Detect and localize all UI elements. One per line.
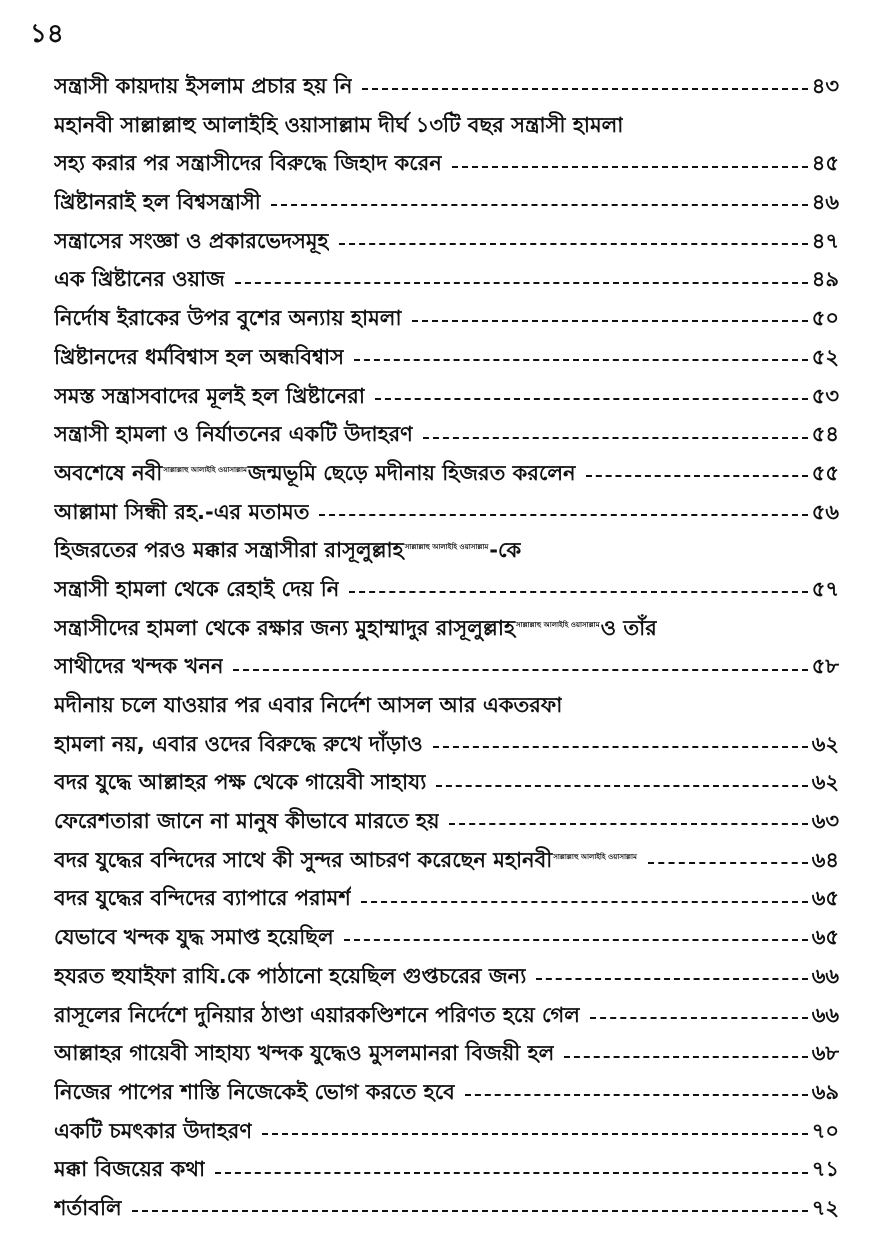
toc-entry xyxy=(54,70,839,109)
toc-entry-title xyxy=(54,921,334,956)
toc-entry-title xyxy=(54,573,339,608)
toc-entry-page: ৬৩ xyxy=(811,809,839,834)
toc-entry xyxy=(54,147,839,186)
dot-leader xyxy=(215,1172,808,1174)
toc-entry-title xyxy=(54,496,309,531)
toc-entry-text-after: -কে xyxy=(489,538,522,563)
honorific-ligature: সাল্লাল্লাহু আলাইহি ওয়াসাল্লাম xyxy=(404,543,489,552)
toc-entry-title xyxy=(54,534,521,569)
toc-entry-text: আল্লাহর গায়েবী সাহায্য খন্দক যুদ্ধেও মুসলমানরা বিজয়ী হল xyxy=(54,1041,555,1066)
toc-entry xyxy=(54,302,839,341)
toc-entry-title xyxy=(54,960,526,995)
honorific-ligature: সাল্লাল্লাহু আলাইহি ওয়াসাল্লাম xyxy=(163,465,247,474)
toc-entry-page: ৬২ xyxy=(811,731,839,756)
toc-entry-page: ৬৬ xyxy=(811,1002,839,1027)
toc-entry xyxy=(54,186,839,225)
toc-entry-title xyxy=(54,1037,554,1072)
toc-entry-text: সন্ত্রাসের সংজ্ঞা ও প্রকারভেদসমূহ xyxy=(54,228,329,253)
toc-entry-title xyxy=(54,457,576,492)
toc-entry xyxy=(54,380,839,419)
toc-entry-page: ৫৩ xyxy=(811,383,839,408)
toc-entry-page: ৪৭ xyxy=(811,228,839,253)
dot-leader xyxy=(648,862,808,864)
toc-entry xyxy=(54,1076,839,1115)
toc-entry-title xyxy=(54,418,413,453)
toc-entry-page: ৬৫ xyxy=(811,925,839,950)
toc-entry-text: মদীনায় চলে যাওয়ার পর এবার নির্দেশ আসল আর একতরফা xyxy=(54,693,563,717)
dot-leader xyxy=(433,746,808,748)
toc-entry xyxy=(54,999,839,1038)
dot-leader xyxy=(235,282,808,284)
toc-entry-text: নিজের পাপের শাস্তি নিজেকেই ভোগ করতে হবে xyxy=(54,1079,455,1104)
dot-leader xyxy=(564,1056,807,1058)
toc-entry xyxy=(54,960,839,999)
toc-entry-text: হযরত হুযাইফা রাযি.কে পাঠানো হয়েছিল গুপ্তচরের জন্য xyxy=(54,963,527,988)
toc-entry-title xyxy=(54,186,261,221)
toc-entry-text: সমস্ত সন্ত্রাসবাদের মূলই হল খ্রিষ্টানেরা xyxy=(54,383,365,408)
dot-leader xyxy=(362,88,807,90)
toc-entry xyxy=(54,650,839,689)
toc-entry-title xyxy=(54,1153,205,1188)
toc-entry-text: বদর যুদ্ধের বন্দিদের ব্যাপারে পরামর্শ xyxy=(54,886,351,911)
toc-entry-text: মহানবী সাল্লাল্লাহু আলাইহি ওয়াসাল্লাম দীর্ঘ ১৩টি বছর সন্ত্রাসী হামলা xyxy=(54,112,624,137)
toc-entry xyxy=(54,534,839,573)
toc-entry xyxy=(54,1153,839,1192)
toc-entry xyxy=(54,341,839,380)
toc-entry-page: ৫৮ xyxy=(811,654,839,679)
toc-entry-title xyxy=(54,380,365,415)
dot-leader xyxy=(536,978,807,980)
toc-entry-page: ৭১ xyxy=(811,1157,839,1182)
toc-entry-title xyxy=(54,805,439,840)
dot-leader xyxy=(319,514,807,516)
dot-leader xyxy=(436,785,807,787)
honorific-ligature: সাল্লাল্লাহু আলাইহি ওয়াসাল্লাম xyxy=(515,620,600,629)
toc-entry-text: খ্রিষ্টানদের ধর্মবিশ্বাস হল অন্ধবিশ্বাস xyxy=(54,344,345,369)
toc-entry-page: ৫৪ xyxy=(811,422,839,447)
toc-entry-text: সন্ত্রাসী হামলা ও নির্যাতনের একটি উদাহরণ xyxy=(54,422,413,447)
toc-entry xyxy=(54,457,839,496)
toc-entry-title xyxy=(54,766,426,801)
toc-entry-page: ৭০ xyxy=(811,1118,839,1143)
toc-entry-title xyxy=(54,650,223,685)
dot-leader xyxy=(449,823,807,825)
toc-entry-page: ৬২ xyxy=(811,770,839,795)
table-of-contents xyxy=(54,70,839,1231)
toc-entry-page: ৫৫ xyxy=(811,460,839,485)
toc-entry-text: অবশেষে নবী xyxy=(54,460,163,485)
toc-entry-text: সন্ত্রাসী কায়দায় ইসলাম প্রচার হয় নি xyxy=(54,74,353,98)
toc-entry xyxy=(54,844,839,883)
toc-entry-page: ৫২ xyxy=(811,344,839,369)
toc-entry-text: সাথীদের খন্দক খনন xyxy=(54,654,224,679)
toc-entry xyxy=(54,109,839,148)
dot-leader xyxy=(465,1094,808,1096)
toc-entry-text-after: ও তাঁর xyxy=(600,615,657,640)
honorific-ligature: সাল্লাল্লাহু আলাইহি ওয়াসাল্লাম xyxy=(553,852,637,861)
toc-entry-page: ৫৬ xyxy=(811,499,839,524)
toc-entry-title xyxy=(54,612,657,647)
dot-leader xyxy=(339,243,808,245)
toc-entry-title xyxy=(54,689,562,724)
dot-leader xyxy=(412,320,808,322)
dot-leader xyxy=(375,398,808,400)
toc-entry xyxy=(54,1037,839,1076)
toc-entry-text: বদর যুদ্ধের বন্দিদের সাথে কী সুন্দর আচরণ করেছেন মহানবী xyxy=(54,847,553,872)
toc-entry-page: ৬৯ xyxy=(811,1079,839,1104)
toc-entry-text: এক খ্রিষ্টানের ওয়াজ xyxy=(54,267,225,292)
toc-entry-text: সন্ত্রাসী হামলা থেকে রেহাই দেয় নি xyxy=(54,576,340,601)
toc-entry-title xyxy=(54,341,344,376)
dot-leader xyxy=(271,204,808,206)
toc-entry-page: ৪৯ xyxy=(811,267,839,292)
toc-entry-page: ৬৬ xyxy=(811,963,839,988)
toc-entry-page: ৭২ xyxy=(811,1195,839,1220)
toc-entry-text: রাসূলের নির্দেশে দুনিয়ার ঠাণ্ডা এয়ারকণ্ডিশনে পরিণত হয়ে গেল xyxy=(54,1002,580,1027)
toc-entry-title xyxy=(54,263,225,298)
toc-entry-title xyxy=(54,1076,455,1111)
toc-entry xyxy=(54,1192,839,1231)
toc-entry-title xyxy=(54,225,329,260)
dot-leader xyxy=(452,166,808,168)
toc-entry-text: মক্কা বিজয়ের কথা xyxy=(54,1157,206,1182)
toc-entry-title xyxy=(54,70,352,105)
dot-leader xyxy=(586,475,808,477)
toc-entry-text: হিজরতের পরও মক্কার সন্ত্রাসীরা রাসূলুল্লাহ xyxy=(54,538,404,563)
toc-entry xyxy=(54,1115,839,1154)
dot-leader xyxy=(262,1133,808,1135)
toc-entry-page: ৬৪ xyxy=(811,847,839,872)
toc-entry-title xyxy=(54,882,351,917)
toc-entry xyxy=(54,263,839,302)
toc-entry-page: ৪৩ xyxy=(811,74,839,98)
toc-entry-title xyxy=(54,109,623,144)
toc-entry-text: ফেরেশতারা জানে না মানুষ কীভাবে মারতে হয় xyxy=(54,809,440,834)
toc-entry-page: ৫০ xyxy=(811,306,839,331)
toc-entry-text-after: জন্মভূমি ছেড়ে মদীনায় হিজরত করলেন xyxy=(247,460,576,485)
toc-entry-title xyxy=(54,147,442,182)
toc-entry-text: যেভাবে খন্দক যুদ্ধ সমাপ্ত হয়েছিল xyxy=(54,925,334,950)
toc-entry xyxy=(54,612,839,651)
toc-entry xyxy=(54,573,839,612)
toc-entry-page: ৬৮ xyxy=(811,1041,839,1066)
page-number: ১৪ xyxy=(30,19,64,49)
toc-entry xyxy=(54,728,839,767)
toc-entry-title xyxy=(54,999,580,1034)
toc-entry-text: খ্রিষ্টানরাই হল বিশ্বসন্ত্রাসী xyxy=(54,190,261,215)
toc-entry-page: ৫৭ xyxy=(811,576,839,601)
toc-entry xyxy=(54,766,839,805)
toc-entry-page: ৬৫ xyxy=(811,886,839,911)
toc-entry-text: একটি চমৎকার উদাহরণ xyxy=(54,1118,253,1143)
toc-entry-text: হামলা নয়, এবার ওদের বিরুদ্ধে রুখে দাঁড়াও xyxy=(54,731,423,756)
toc-entry-title xyxy=(54,302,402,337)
toc-entry-title xyxy=(54,728,423,763)
dot-leader xyxy=(423,437,808,439)
toc-entry xyxy=(54,805,839,844)
toc-entry-page: ৪৬ xyxy=(811,190,839,215)
toc-entry xyxy=(54,496,839,535)
toc-entry xyxy=(54,418,839,457)
toc-entry-text: নির্দোষ ইরাকের উপর বুশের অন্যায় হামলা xyxy=(54,306,402,331)
toc-entry xyxy=(54,225,839,264)
dot-leader xyxy=(361,901,808,903)
dot-leader xyxy=(132,1210,808,1212)
dot-leader xyxy=(344,939,808,941)
toc-entry-text: আল্লামা সিন্ধী রহ.-এর মতামত xyxy=(54,499,310,524)
toc-entry-title xyxy=(54,1192,122,1227)
dot-leader xyxy=(590,1017,808,1019)
dot-leader xyxy=(233,669,807,671)
toc-entry xyxy=(54,921,839,960)
toc-entry-text: সহ্য করার পর সন্ত্রাসীদের বিরুদ্ধে জিহাদ করেন xyxy=(54,151,442,176)
dot-leader xyxy=(349,591,807,593)
toc-entry-page: ৪৫ xyxy=(811,151,839,176)
dot-leader xyxy=(354,359,808,361)
toc-entry-title xyxy=(54,1115,252,1150)
toc-entry xyxy=(54,882,839,921)
toc-entry-text: সন্ত্রাসীদের হামলা থেকে রক্ষার জন্য মুহাম্মাদুর রাসূলুল্লাহ xyxy=(54,615,515,640)
toc-entry-text: বদর যুদ্ধে আল্লাহর পক্ষ থেকে গায়েবী সাহায্য xyxy=(54,770,427,795)
toc-entry-text: শর্তাবলি xyxy=(54,1195,122,1220)
toc-entry-title xyxy=(54,844,638,879)
toc-entry xyxy=(54,689,839,728)
